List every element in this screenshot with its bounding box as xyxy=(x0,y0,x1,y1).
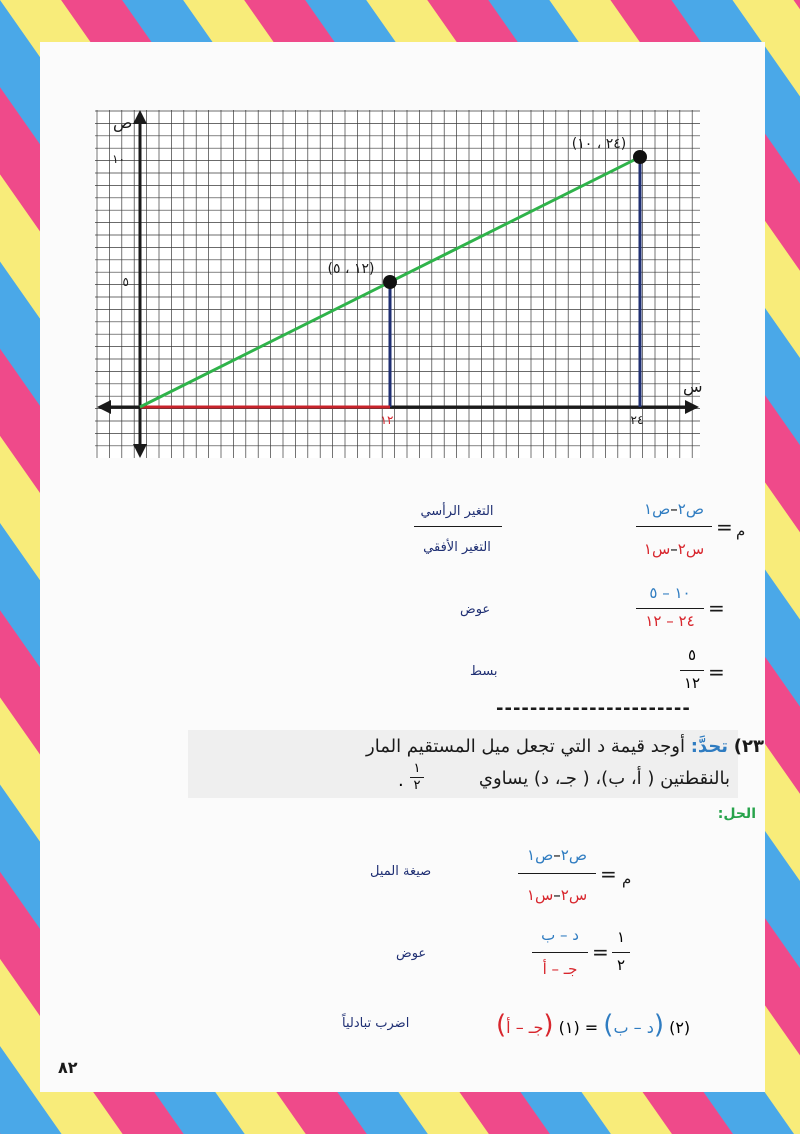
rhs-denominator: جـ – أ xyxy=(542,960,578,978)
half-denominator: ٢ xyxy=(413,778,421,793)
x2: س٢ xyxy=(560,886,588,904)
x1: س١ xyxy=(526,886,554,904)
y-tick-10: ١٠ xyxy=(112,152,125,166)
point-label-24-10: (٢٤ ، ١٠) xyxy=(571,136,627,152)
cross-lhs: جـ – أ xyxy=(506,1018,544,1037)
slope-numerator xyxy=(636,500,712,518)
vertical-change-label: التغير الرأسي xyxy=(420,504,494,519)
y2: ص٢ xyxy=(677,500,704,518)
slope-equals: = xyxy=(716,515,733,539)
challenge-title: تحدَّ: xyxy=(690,736,729,757)
paren-right: ) xyxy=(653,1010,664,1040)
slope-formula-label: صيغة الميل xyxy=(370,864,432,879)
minus-sign: – xyxy=(553,886,561,904)
slope-m: م xyxy=(736,522,746,540)
slope-numerator-2 xyxy=(518,846,596,864)
paren-right: ) xyxy=(543,1010,554,1040)
x2: س٢ xyxy=(677,540,705,558)
challenge-text-1: أوجد قيمة د التي تجعل ميل المستقيم المار xyxy=(366,736,685,757)
rhs-numerator: د – ب xyxy=(541,926,579,944)
challenge-period: . xyxy=(398,770,404,791)
fraction-bar xyxy=(636,608,704,609)
fraction-bar xyxy=(518,873,596,874)
fraction-bar xyxy=(414,526,502,527)
substitute-label: عوض xyxy=(460,602,491,617)
slope-m-2: م xyxy=(622,870,632,888)
minus-sign: – xyxy=(553,846,561,864)
substitute-equals-2: = xyxy=(592,940,609,964)
slope-denominator xyxy=(636,540,712,558)
simplify-denominator: ١٢ xyxy=(683,674,701,692)
y-axis-label: ص xyxy=(113,113,133,132)
substitute-numerator: ١٠ – ٥ xyxy=(649,584,691,602)
challenge-half-fraction xyxy=(410,762,424,793)
horizontal-change-label: التغير الأفقي xyxy=(423,540,491,555)
challenge-number: ٢٣) xyxy=(733,736,764,757)
paren-left: ( xyxy=(603,1010,614,1040)
fraction-bar xyxy=(636,526,712,527)
fraction-bar xyxy=(680,670,704,671)
half-numerator: ١ xyxy=(413,761,421,776)
challenge-line-1 xyxy=(366,736,764,757)
minus-sign: – xyxy=(670,540,678,558)
substitute-equals: = xyxy=(708,596,725,620)
cross-multiply-label: اضرب تبادلياً xyxy=(342,1016,410,1031)
x-tick-12: ١٢ xyxy=(380,413,394,427)
simplify-equals: = xyxy=(708,660,725,684)
cross-one: (١) xyxy=(558,1018,580,1037)
y1: ص١ xyxy=(527,846,554,864)
page-number: ٨٢ xyxy=(58,1058,78,1077)
y1: ص١ xyxy=(644,500,671,518)
substitute-denominator: ٢٤ – ١٢ xyxy=(645,612,695,630)
cross-multiply-equation xyxy=(496,1010,690,1040)
lhs-denominator: ٢ xyxy=(616,956,626,974)
x-tick-24: ٢٤ xyxy=(630,413,644,427)
x1: س١ xyxy=(643,540,671,558)
data-point-2 xyxy=(633,150,647,164)
substitute-label-2: عوض xyxy=(396,946,427,961)
slope-denominator-2 xyxy=(518,886,596,904)
y-tick-5: ٥ xyxy=(122,275,129,289)
minus-sign: – xyxy=(670,500,678,518)
cross-rhs: د – ب xyxy=(613,1018,654,1037)
challenge-text-2: بالنقطتين ( أ، ب)، ( جـ، د) يساوي xyxy=(478,768,730,789)
fraction-bar xyxy=(612,952,630,953)
simplify-numerator: ٥ xyxy=(687,646,697,664)
cross-equals: = xyxy=(584,1018,599,1037)
cross-two: (٢) xyxy=(669,1018,691,1037)
solution-heading: الحل: xyxy=(717,806,756,822)
simplify-label: بسط xyxy=(470,664,498,679)
y2: ص٢ xyxy=(560,846,587,864)
lhs-numerator: ١ xyxy=(616,928,626,946)
fraction-bar xyxy=(532,952,588,953)
x-axis-label: س xyxy=(683,377,703,396)
point-label-12-5: (١٢ ، ٥) xyxy=(327,261,375,277)
slope-equals-2: = xyxy=(600,862,617,886)
coordinate-graph xyxy=(95,110,703,458)
challenge-line-2 xyxy=(479,768,730,789)
paren-left: ( xyxy=(496,1010,507,1040)
data-point-1 xyxy=(383,275,397,289)
dashed-separator: ----------------------- xyxy=(496,698,691,719)
